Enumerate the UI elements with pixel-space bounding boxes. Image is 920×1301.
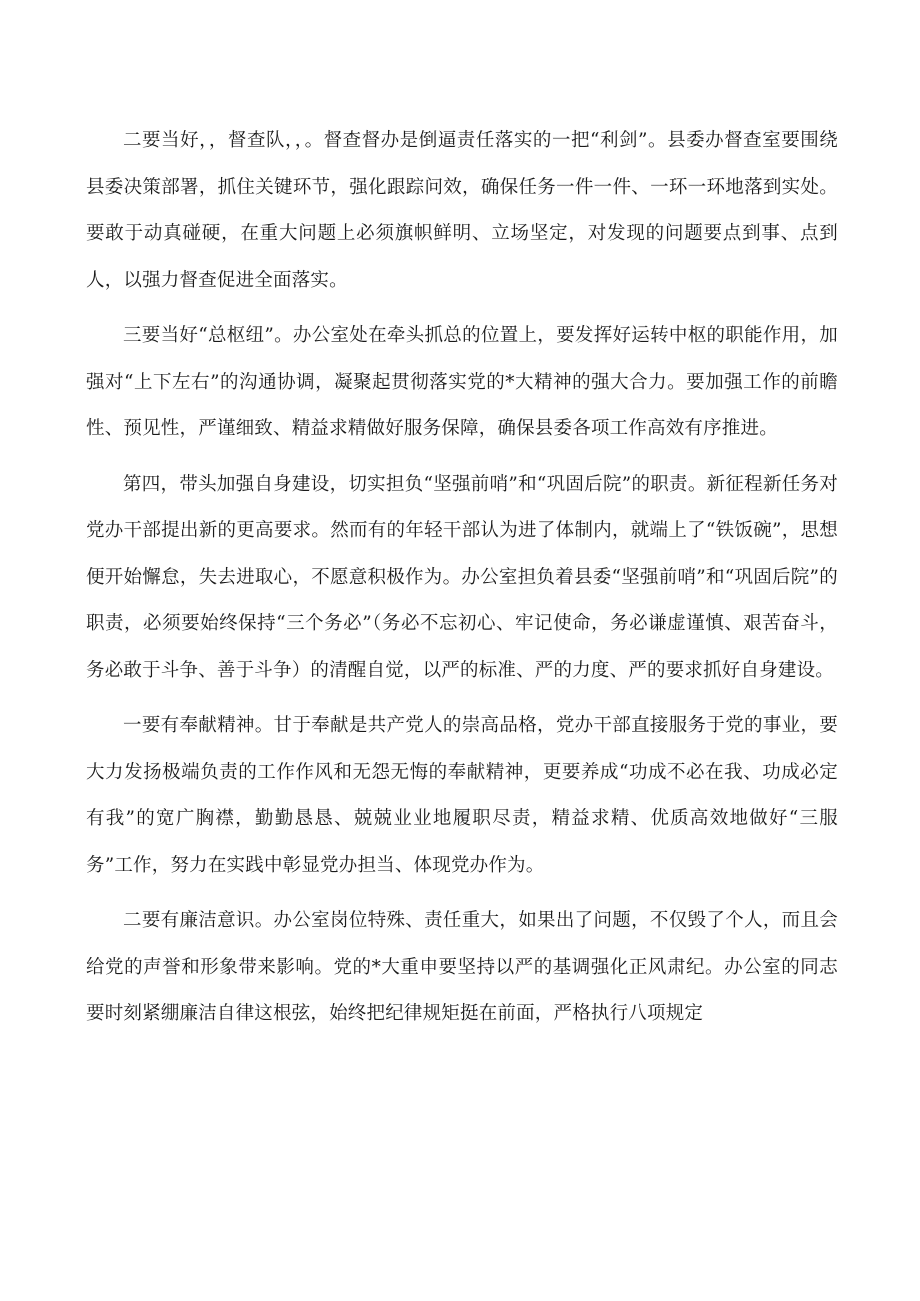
paragraph-general-hub: 三要当好“总枢纽”。办公室处在牵头抓总的位置上，要发挥好运转中枢的职能作用，加强对“上下左右”的沟通协调，凝聚起贯彻落实党的*大精神的强大合力。要加强工作的前瞻性、预见性，严谨细致、精益求精做好服务保障，确保县委各项工作高效有序推进。 xyxy=(86,325,838,439)
document-body xyxy=(86,118,838,1047)
paragraph-self-construction: 第四，带头加强自身建设，切实担负“坚强前哨”和“巩固后院”的职责。新征程新任务对党办干部提出新的更高要求。然而有的年轻干部认为进了体制内，就端上了“铁饭碗”，思想便开始懈怠，失去进取心，不愿意积极作为。办公室担负着县委“坚强前哨”和“巩固后院”的职责，必须要始终保持“三个务必”（务必不忘初心、牢记使命，务必谦虚谨慎、艰苦奋斗，务必敢于斗争、善于斗争）的清醒自觉，以严的标准、严的力度、严的要求抓好自身建设。 xyxy=(86,473,838,681)
paragraph-supervision-team: 二要当好，，督查队，，。督查督办是倒逼责任落实的一把“利剑”。县委办督查室要围绕县委决策部署，抓住关键环节，强化跟踪问效，确保任务一件一件、一环一环地落到实处。要敢于动真碰硬，在重大问题上必须旗帜鲜明、立场坚定，对发现的问题要点到事、点到人，以强力督查促进全面落实。 xyxy=(86,130,838,291)
paragraph-dedication-spirit: 一要有奉献精神。甘于奉献是共产党人的崇高品格，党办干部直接服务于党的事业，要大力发扬极端负责的工作作风和无怨无悔的奉献精神，更要养成“功成不必在我、功成必定有我”的宽广胸襟，勤勤恳恳、兢兢业业地履职尽责，精益求精、优质高效地做好“三服务”工作，努力在实践中彰显党办担当、体现党办作为。 xyxy=(86,715,838,876)
paragraph-integrity-awareness: 二要有廉洁意识。办公室岗位特殊、责任重大，如果出了问题，不仅毁了个人，而且会给党的声誉和形象带来影响。党的*大重申要坚持以严的基调强化正风肃纪。办公室的同志要时刻紧绷廉洁自律这根弦，始终把纪律规矩挺在前面，严格执行八项规定 xyxy=(86,910,838,1024)
